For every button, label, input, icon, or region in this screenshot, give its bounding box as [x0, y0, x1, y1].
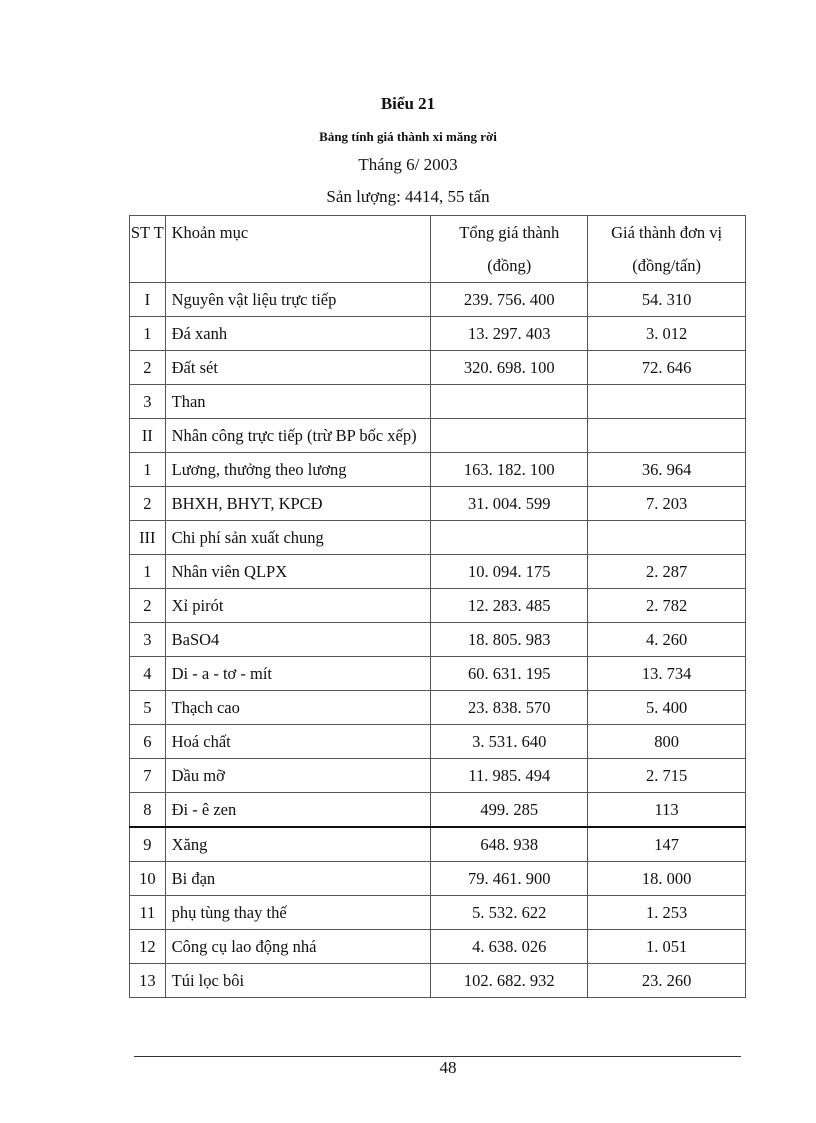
cell-total: 31. 004. 599 — [431, 487, 588, 521]
cell-unit: 800 — [588, 725, 746, 759]
column-header-unit: Giá thành đơn vị (đồng/tấn) — [588, 216, 746, 283]
cell-stt: 10 — [130, 862, 166, 896]
table-row — [130, 691, 746, 725]
cell-item: Hoá chất — [165, 725, 431, 759]
cell-stt: 8 — [130, 793, 166, 828]
cell-stt: 11 — [130, 896, 166, 930]
table-row — [130, 487, 746, 521]
cell-total: 12. 283. 485 — [431, 589, 588, 623]
table-row — [130, 453, 746, 487]
cell-total: 102. 682. 932 — [431, 964, 588, 998]
cell-item: Xăng — [165, 827, 431, 862]
cell-item: Công cụ lao động nhá — [165, 930, 431, 964]
cell-item: phụ tùng thay thế — [165, 896, 431, 930]
cell-total: 79. 461. 900 — [431, 862, 588, 896]
cell-item: Di - a - tơ - mít — [165, 657, 431, 691]
cell-total: 320. 698. 100 — [431, 351, 588, 385]
table-row — [130, 930, 746, 964]
cell-total: 499. 285 — [431, 793, 588, 828]
cell-total: 3. 531. 640 — [431, 725, 588, 759]
column-header-total: Tổng giá thành (đồng) — [431, 216, 588, 283]
cell-item: Đá xanh — [165, 317, 431, 351]
cell-stt: 3 — [130, 623, 166, 657]
table-row — [130, 555, 746, 589]
cell-unit: 72. 646 — [588, 351, 746, 385]
cell-item: BaSO4 — [165, 623, 431, 657]
cell-stt: 2 — [130, 487, 166, 521]
document-month: Tháng 6/ 2003 — [358, 155, 458, 174]
cell-stt: 1 — [130, 453, 166, 487]
column-header-stt: ST T — [130, 216, 166, 283]
cell-unit: 5. 400 — [588, 691, 746, 725]
cell-item: Dầu mỡ — [165, 759, 431, 793]
cell-stt: 12 — [130, 930, 166, 964]
cell-item: Than — [165, 385, 431, 419]
cell-total: 10. 094. 175 — [431, 555, 588, 589]
table-row — [130, 521, 746, 555]
cell-unit: 23. 260 — [588, 964, 746, 998]
cell-unit: 3. 012 — [588, 317, 746, 351]
cell-total: 163. 182. 100 — [431, 453, 588, 487]
cell-total: 11. 985. 494 — [431, 759, 588, 793]
cell-total: 18. 805. 983 — [431, 623, 588, 657]
cell-stt: 1 — [130, 317, 166, 351]
cell-stt: 6 — [130, 725, 166, 759]
table-row — [130, 827, 746, 862]
document-subtitle: Bảng tính giá thành xi măng rời — [319, 129, 497, 144]
cell-stt: II — [130, 419, 166, 453]
cell-item: Đi - ê zen — [165, 793, 431, 828]
cell-unit — [588, 385, 746, 419]
cell-unit: 2. 782 — [588, 589, 746, 623]
cell-unit — [588, 521, 746, 555]
table-row — [130, 419, 746, 453]
table-row — [130, 793, 746, 828]
cell-stt: 13 — [130, 964, 166, 998]
cell-unit: 7. 203 — [588, 487, 746, 521]
cell-stt: I — [130, 283, 166, 317]
cell-unit: 2. 715 — [588, 759, 746, 793]
cell-item: Xỉ pirót — [165, 589, 431, 623]
cell-stt: III — [130, 521, 166, 555]
table-row — [130, 283, 746, 317]
cell-item: BHXH, BHYT, KPCĐ — [165, 487, 431, 521]
cell-item: Túi lọc bôi — [165, 964, 431, 998]
cell-total: 23. 838. 570 — [431, 691, 588, 725]
cell-stt: 7 — [130, 759, 166, 793]
document-title: Biểu 21 — [380, 94, 436, 113]
cell-total — [431, 419, 588, 453]
cell-unit: 54. 310 — [588, 283, 746, 317]
cell-item: Lương, thưởng theo lương — [165, 453, 431, 487]
table-row — [130, 589, 746, 623]
document-output: Sản lượng: 4414, 55 tấn — [326, 187, 490, 206]
table-header-row — [130, 216, 746, 283]
cell-unit — [588, 419, 746, 453]
cell-item: Đất sét — [165, 351, 431, 385]
table-row — [130, 385, 746, 419]
cell-item: Nhân viên QLPX — [165, 555, 431, 589]
cell-unit: 113 — [588, 793, 746, 828]
table-body — [130, 283, 746, 998]
cell-unit: 36. 964 — [588, 453, 746, 487]
cell-total: 648. 938 — [431, 827, 588, 862]
page-number: 48 — [439, 1058, 457, 1077]
table-row — [130, 351, 746, 385]
cell-stt: 2 — [130, 351, 166, 385]
cell-stt: 3 — [130, 385, 166, 419]
cell-unit: 18. 000 — [588, 862, 746, 896]
cell-total: 4. 638. 026 — [431, 930, 588, 964]
cell-unit: 2. 287 — [588, 555, 746, 589]
cell-total: 13. 297. 403 — [431, 317, 588, 351]
table-row — [130, 896, 746, 930]
cell-item: Bi đạn — [165, 862, 431, 896]
cell-unit: 1. 253 — [588, 896, 746, 930]
table-row — [130, 725, 746, 759]
table-row — [130, 759, 746, 793]
cell-total: 60. 631. 195 — [431, 657, 588, 691]
cell-unit: 13. 734 — [588, 657, 746, 691]
table-row — [130, 964, 746, 998]
cell-stt: 1 — [130, 555, 166, 589]
cell-unit: 1. 051 — [588, 930, 746, 964]
cell-unit: 4. 260 — [588, 623, 746, 657]
cell-stt: 2 — [130, 589, 166, 623]
cell-total: 239. 756. 400 — [431, 283, 588, 317]
footer-divider — [134, 1056, 741, 1057]
table-row — [130, 317, 746, 351]
cost-table — [129, 215, 746, 998]
cell-stt: 4 — [130, 657, 166, 691]
cell-total: 5. 532. 622 — [431, 896, 588, 930]
table-row — [130, 657, 746, 691]
cell-stt: 5 — [130, 691, 166, 725]
cell-total — [431, 385, 588, 419]
table-row — [130, 623, 746, 657]
cell-total — [431, 521, 588, 555]
table-row — [130, 862, 746, 896]
column-header-item: Khoản mục — [165, 216, 431, 283]
cell-stt: 9 — [130, 827, 166, 862]
cell-unit: 147 — [588, 827, 746, 862]
cell-item: Nguyên vật liệu trực tiếp — [165, 283, 431, 317]
cell-item: Nhân công trực tiếp (trừ BP bốc xếp) — [165, 419, 431, 453]
cell-item: Thạch cao — [165, 691, 431, 725]
cell-item: Chi phí sản xuất chung — [165, 521, 431, 555]
